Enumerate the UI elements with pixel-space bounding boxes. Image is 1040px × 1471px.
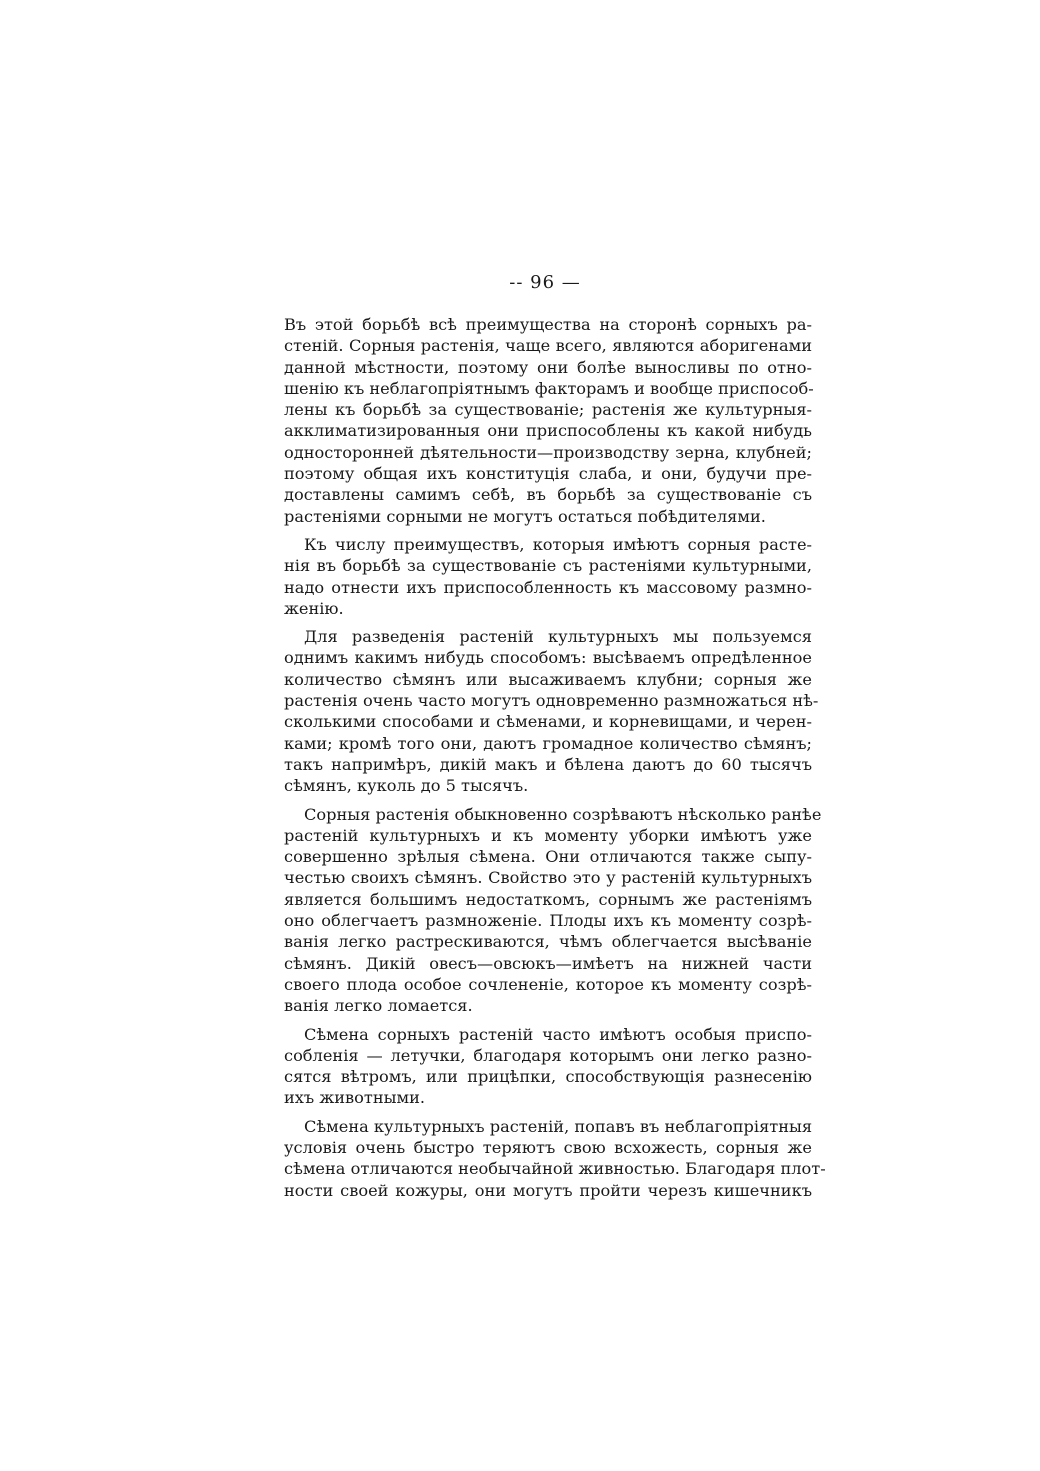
text-line: количество сѣмянъ или высаживаемъ клубни; сорныя же	[284, 669, 812, 689]
text-line: ности своей кожуры, они могутъ пройти черезъ кишечникъ	[284, 1180, 812, 1200]
text-line: доставлены самимъ себѣ, въ борьбѣ за существованіе съ	[284, 485, 812, 505]
text-line: ванія легко растрескиваются, чѣмъ облегчается высѣваніе	[284, 932, 812, 952]
text-line: растеніями сорными не могутъ остаться побѣдителями.	[284, 506, 766, 526]
text-line: Въ этой борьбѣ всѣ преимущества на сторонѣ сорныхъ ра-	[284, 315, 812, 334]
text-line: однимъ какимъ нибудь способомъ: высѣваемъ опредѣленное	[284, 648, 812, 668]
text-line: своего плода особое сочлененіе, которое къ моменту созрѣ-	[284, 974, 812, 994]
text-line: надо отнести ихъ приспособленность къ массовому размно-	[284, 577, 812, 597]
text-line: ихъ животными.	[284, 1088, 426, 1108]
text-line: растенія очень часто могутъ одновременно размножаться нѣ-	[284, 691, 819, 711]
text-line: собленія — летучки, благодаря которымъ они легко разно-	[284, 1045, 812, 1065]
text-line: нія въ борьбѣ за существованіе съ растеніями культурными,	[284, 556, 812, 576]
text-line: сѣмянъ, куколь до 5 тысячъ.	[284, 776, 529, 796]
text-line: лены къ борьбѣ за существованіе; растенія же культурныя-	[284, 400, 812, 420]
text-line: Къ числу преимуществъ, которыя имѣютъ сорныя расте-	[304, 534, 812, 554]
text-line: Сорныя растенія обыкновенно созрѣваютъ нѣсколько ранѣе	[304, 804, 822, 824]
text-line: ками; кромѣ того они, даютъ громадное количество сѣмянъ;	[284, 733, 812, 753]
text-line: данной мѣстности, поэтому они болѣе выносливы по отно-	[284, 357, 812, 377]
text-line: Сѣмена культурныхъ растеній, попавъ въ неблагопріятныя	[304, 1116, 813, 1136]
body-text	[284, 314, 826, 1201]
text-line: оно облегчаетъ размноженіе. Плоды ихъ къ моменту созрѣ-	[284, 911, 812, 931]
text-line: женію.	[284, 598, 344, 618]
text-line: шенію къ неблагопріятнымъ факторамъ и вообще приспособ-	[284, 378, 814, 398]
text-line: акклиматизированныя они приспособлены къ какой нибудь	[284, 421, 812, 441]
paragraph	[284, 1116, 826, 1201]
text-line: совершенно зрѣлыя сѣмена. Они отличаются также сыпу-	[284, 847, 812, 867]
page-number: -- 96 —	[509, 272, 581, 293]
text-line: сятся вѣтромъ, или прицѣпки, способствующія разнесенію	[284, 1067, 812, 1087]
text-line: поэтому общая ихъ конституція слаба, и они, будучи пре-	[284, 464, 812, 484]
paragraph	[284, 534, 812, 619]
text-line: растеній культурныхъ и къ моменту уборки имѣютъ уже	[284, 825, 812, 845]
text-line: сколькими способами и сѣменами, и корневищами, и черен-	[284, 712, 812, 732]
text-line: сѣмянъ. Дикій овесъ—овсюкъ—имѣетъ на нижней части	[284, 953, 812, 973]
text-line: условія очень быстро теряютъ свою всхожесть, сорныя же	[284, 1137, 812, 1157]
paragraph	[284, 1024, 812, 1109]
text-line: честью своихъ сѣмянъ. Свойство это у растеній культурныхъ	[284, 868, 812, 888]
paragraph	[284, 626, 819, 796]
text-line: односторонней дѣятельности—производству зерна, клубней;	[284, 442, 812, 462]
text-line: ванія легко ломается.	[284, 996, 473, 1016]
text-line: сѣмена отличаются необычайной живностью. Благодаря плот-	[284, 1159, 826, 1179]
paragraph	[284, 314, 812, 527]
text-line: Для разведенія растеній культурныхъ мы пользуемся	[304, 627, 812, 647]
text-line: стеній. Сорныя растенія, чаще всего, являются аборигенами	[284, 336, 812, 356]
text-line: такъ напримѣръ, дикій макъ и бѣлена даютъ до 60 тысячъ	[284, 754, 812, 774]
paragraph	[284, 804, 822, 1017]
text-line: Сѣмена сорныхъ растеній часто имѣютъ особыя приспо-	[304, 1024, 812, 1044]
text-line: является большимъ недостаткомъ, сорнымъ же растеніямъ	[284, 889, 812, 909]
